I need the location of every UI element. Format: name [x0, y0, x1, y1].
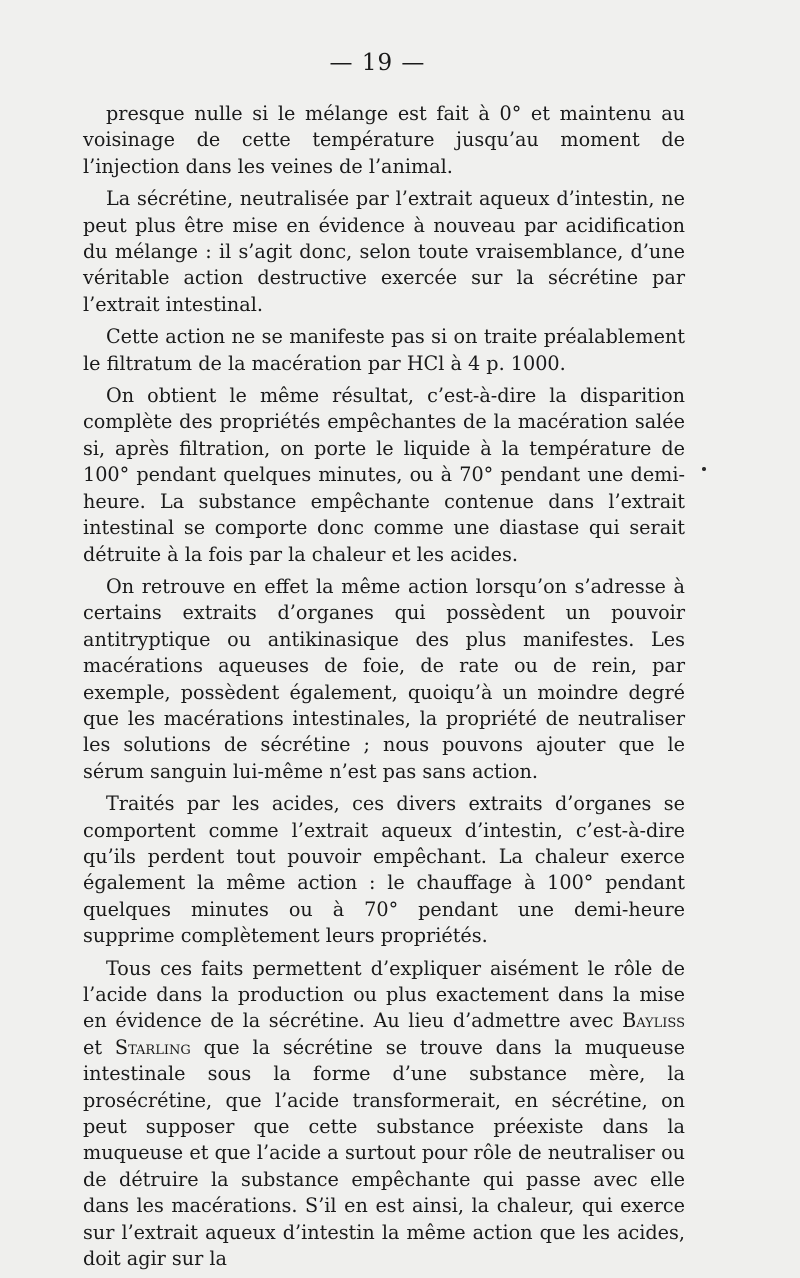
text-segment: Cette action ne se manifeste pas si on traite préalablement le filtratum de la macération par HCl à 4 p. 1000.: [83, 325, 685, 375]
paragraph: [83, 574, 685, 785]
paragraph: [83, 383, 685, 568]
author-name: Starling: [114, 1035, 191, 1059]
author-name: Bayliss: [622, 1009, 685, 1033]
page-number: — 19 —: [329, 50, 426, 76]
body-text: [83, 101, 685, 1278]
text-segment: Traités par les acides, ces divers extraits d’organes se comportent comme l’extrait aqueux d’intestin, c’est-à-dire qu’ils perdent tout pouvoir empêchant. La chaleur exerce également la même action : le chauffage à 100° pendant quelques minutes ou à 70° pendant une demi-heure supprime complètement leurs propriétés.: [83, 792, 685, 948]
paragraph: [83, 186, 685, 318]
paragraph: [83, 791, 685, 949]
text-segment: La sécrétine, neutralisée par l’extrait aqueux d’intestin, ne peut plus être mise en évidence à nouveau par acidification du mélange : il s’agit donc, selon toute vraisemblance, d’une véritable action destructive exercée sur la sécrétine par l’extrait intestinal.: [83, 187, 685, 316]
paragraph: [83, 956, 685, 1273]
text-segment: On obtient le même résultat, c’est-à-dire la disparition complète des propriétés empêchantes de la macération salée si, après filtration, on porte le liquide à la température de 100° pendant quelques minutes, ou à 70° pendant une demi-heure. La substance empêchante contenue dans l’extrait intestinal se comporte donc comme une diastase qui serait détruite à la fois par la chaleur et les acides.: [83, 384, 685, 566]
text-segment: Tous ces faits permettent d’expliquer aisément le rôle de l’acide dans la production ou plus exactement dans la mise en évidence de la sécrétine. Au lieu d’admettre avec: [83, 956, 685, 1033]
text-segment: et: [83, 1035, 115, 1059]
text-segment: On retrouve en effet la même action lorsqu’on s’adresse à certains extraits d’organes qui possèdent un pouvoir antitryptique ou antikinasique des plus manifestes. Les macérations aqueuses de foie, de rate ou de rein, par exemple, possèdent également, quoiqu’à un moindre degré que les macérations intestinales, la propriété de neutraliser les solutions de sécrétine ; nous pouvons ajouter que le sérum sanguin lui-même n’est pas sans action.: [83, 574, 685, 783]
text-segment: presque nulle si le mélange est fait à 0° et maintenu au voisinage de cette température jusqu’au moment de l’injection dans les veines de l’animal.: [83, 102, 685, 178]
print-speck: [702, 467, 706, 471]
paragraph: [83, 101, 685, 180]
paragraph: [83, 324, 685, 377]
text-segment: que la sécrétine se trouve dans la muqueuse intestinale sous la forme d’une substance mère, la prosécrétine, que l’acide transformerait, en sécrétine, on peut supposer que cette substance préexiste dans la muqueuse et que l’acide a surtout pour rôle de neutraliser ou de détruire la substance empêchante qui passe avec elle dans les macérations. S’il en est ainsi, la chaleur, qui exerce sur l’extrait aqueux d’intestin la même action que les acides, doit agir sur la: [83, 1035, 685, 1271]
